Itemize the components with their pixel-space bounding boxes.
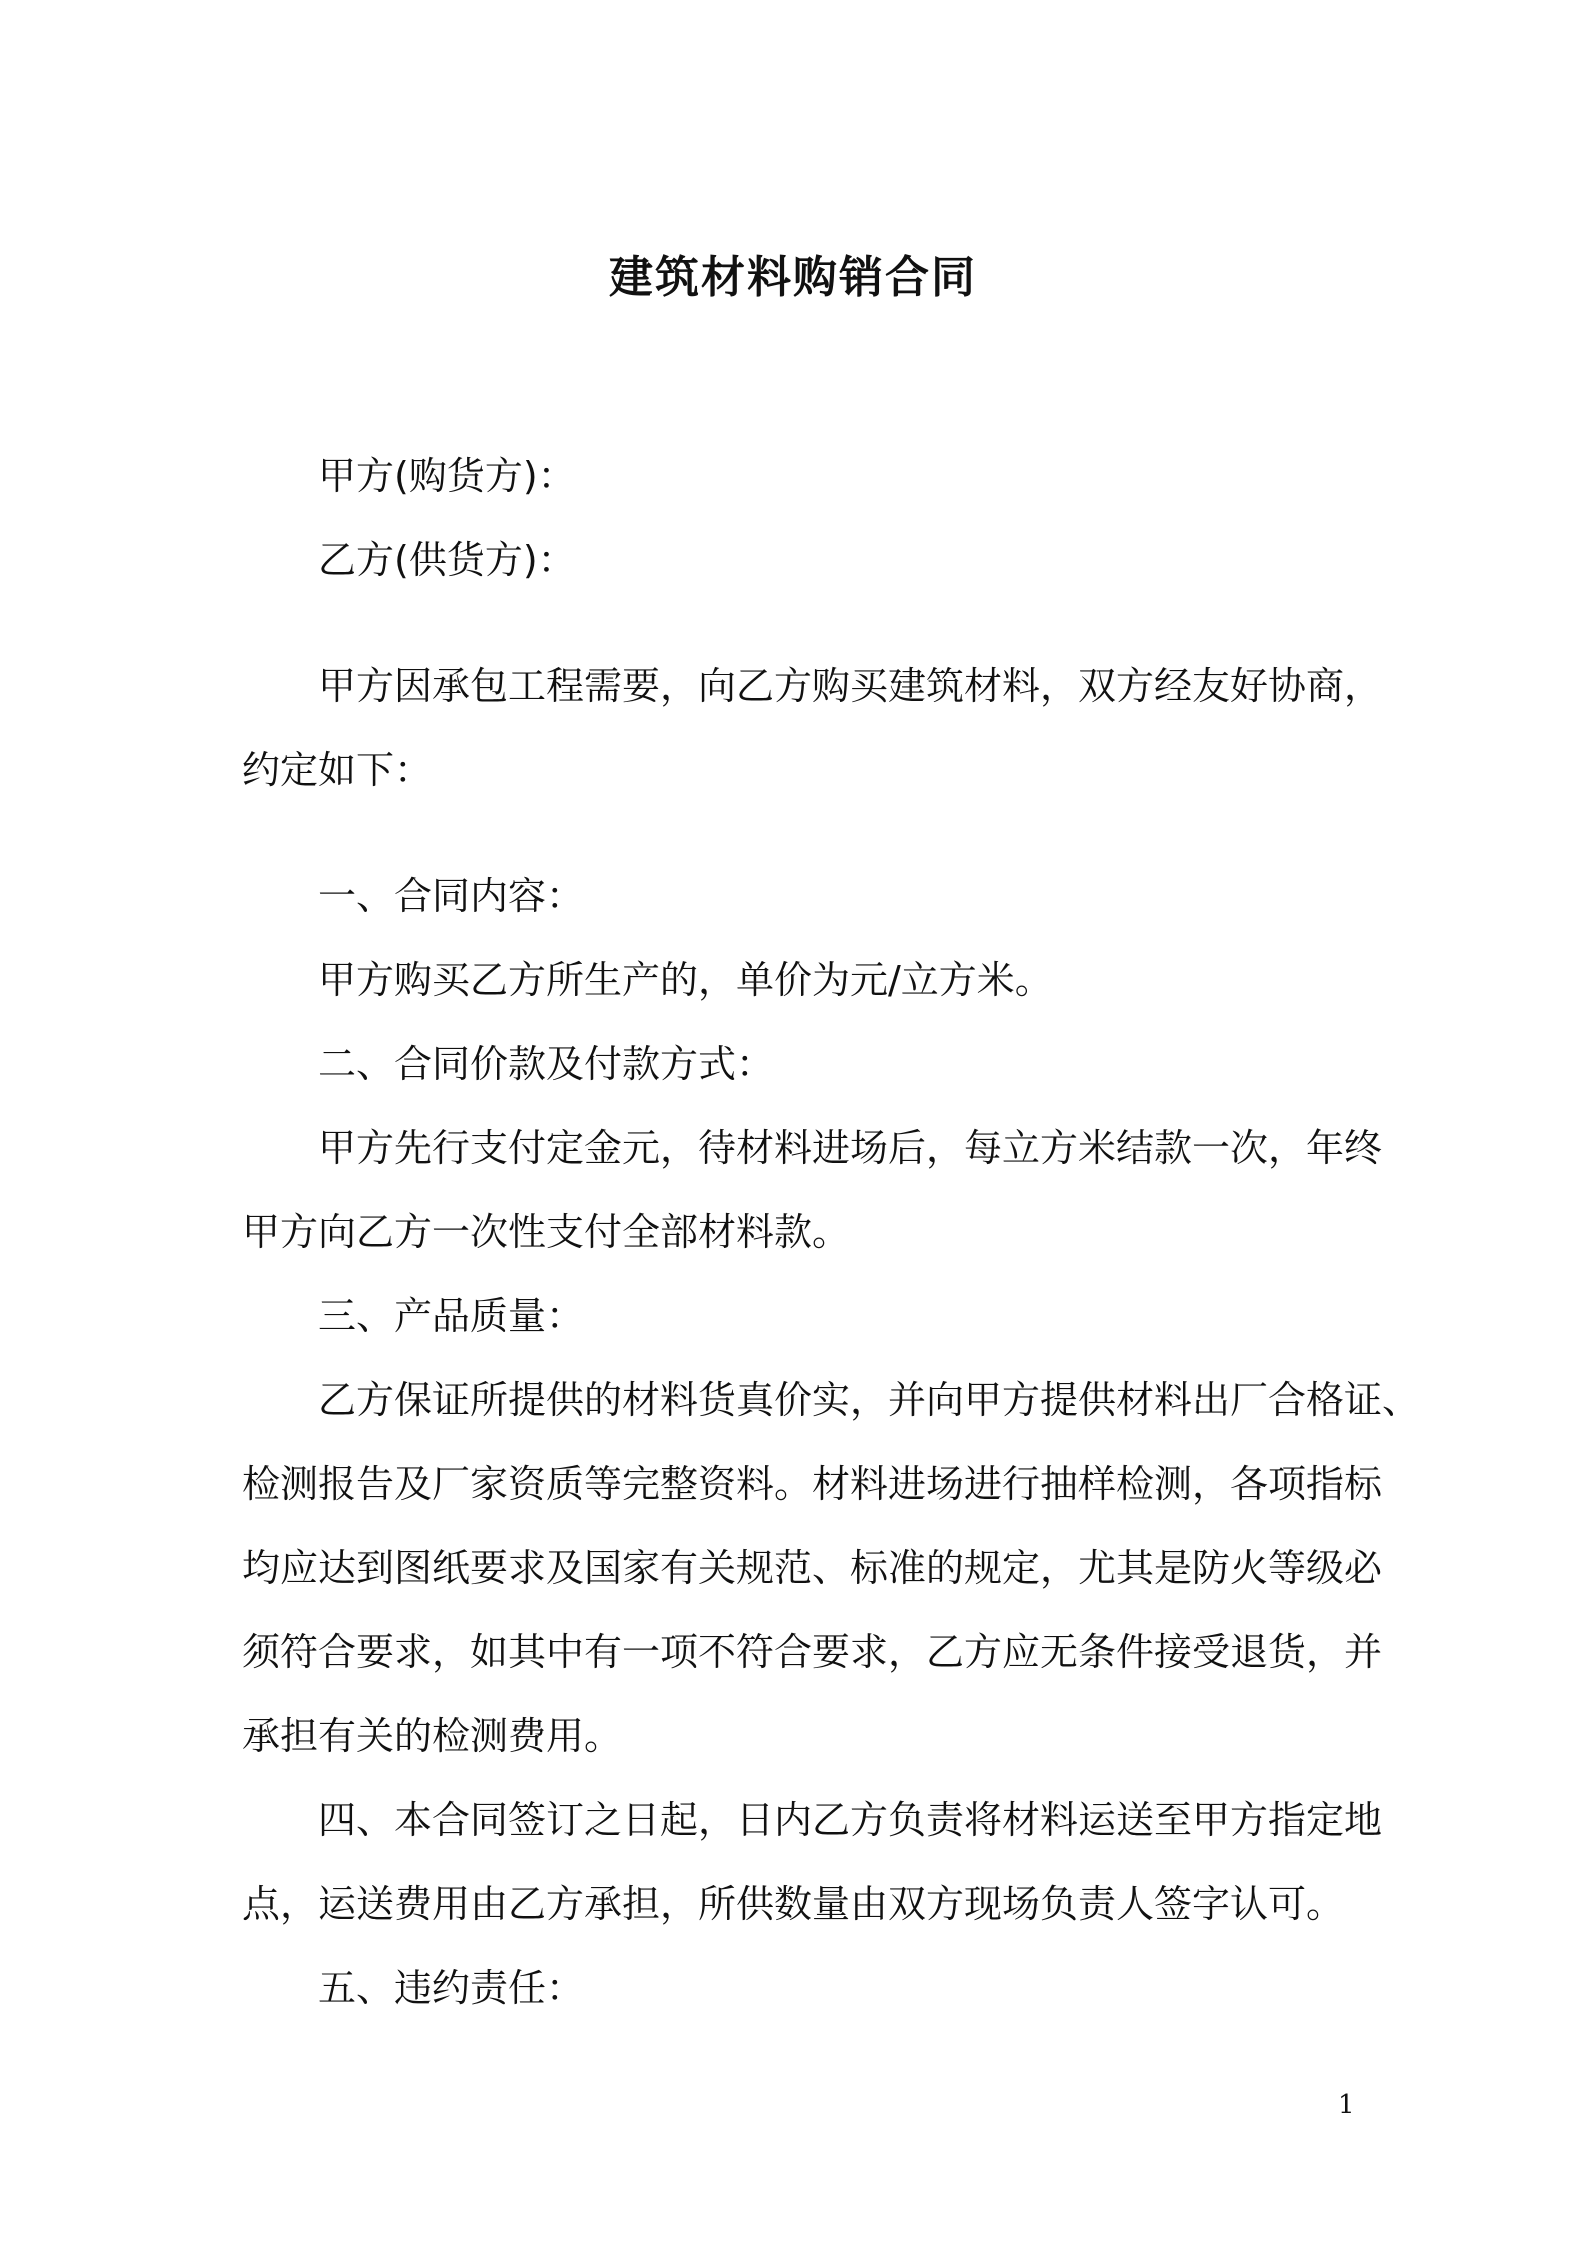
page-number: 1 — [1338, 2090, 1355, 2120]
section-2-line-1: 甲方先行支付定金元，待材料进场后，每立方米结款一次，年终 — [318, 1126, 1383, 1170]
intro-line-1: 甲方因承包工程需要，向乙方购买建筑材料，双方经友好协商， — [318, 664, 1383, 708]
section-3-line-4: 须符合要求，如其中有一项不符合要求，乙方应无条件接受退货，并 — [242, 1630, 1383, 1674]
section-5-heading: 五、违约责任： — [318, 1966, 585, 2010]
section-1-line-1: 甲方购买乙方所生产的，单价为元/立方米。 — [318, 958, 1053, 1002]
section-2-line-2: 甲方向乙方一次性支付全部材料款。 — [242, 1210, 851, 1254]
section-3-line-5: 承担有关的检测费用。 — [242, 1714, 623, 1758]
party-b-line: 乙方(供货方)： — [318, 538, 576, 582]
section-3-line-1: 乙方保证所提供的材料货真价实，并向甲方提供材料出厂合格证、 — [318, 1378, 1421, 1422]
section-1-heading: 一、合同内容： — [318, 874, 585, 918]
section-2-heading: 二、合同价款及付款方式： — [318, 1042, 775, 1086]
document-title: 建筑材料购销合同 — [609, 252, 977, 303]
section-3-line-3: 均应达到图纸要求及国家有关规范、标准的规定，尤其是防火等级必 — [242, 1546, 1383, 1590]
intro-line-2: 约定如下： — [242, 748, 433, 792]
party-a-line: 甲方(购货方)： — [318, 454, 576, 498]
section-3-line-2: 检测报告及厂家资质等完整资料。材料进场进行抽样检测，各项指标 — [242, 1462, 1383, 1506]
section-4-line-1: 四、本合同签订之日起，日内乙方负责将材料运送至甲方指定地 — [318, 1798, 1383, 1842]
section-4-line-2: 点，运送费用由乙方承担，所供数量由双方现场负责人签字认可。 — [242, 1882, 1345, 1926]
section-3-heading: 三、产品质量： — [318, 1294, 585, 1338]
